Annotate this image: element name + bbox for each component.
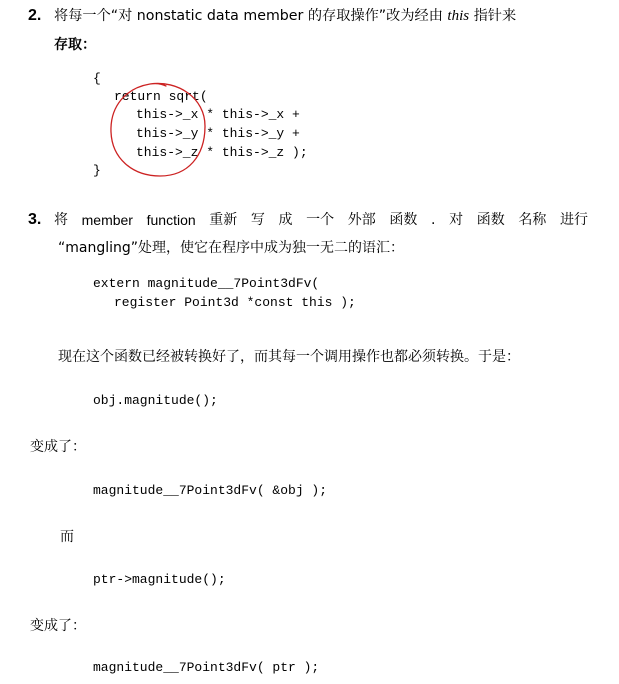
item-3-word: 将 bbox=[54, 212, 68, 228]
item-3-word: 成 bbox=[278, 212, 293, 228]
item-2-number: 2. bbox=[28, 7, 42, 24]
item-2-line-2: 存取： bbox=[54, 37, 96, 53]
code-1-line-z: this->_z * this->_z ); bbox=[136, 145, 308, 160]
code-2-line-1: extern magnitude__7Point3dFv( bbox=[93, 276, 320, 291]
item-3-word: 函数 bbox=[476, 212, 505, 228]
item-3-word: 名称 bbox=[518, 212, 547, 228]
code-1-open-brace: { bbox=[93, 71, 101, 86]
code-1-line-y: this->_y * this->_y + bbox=[136, 126, 300, 141]
becomes-label-2: 变成了： bbox=[30, 618, 86, 634]
code-4-line: magnitude__7Point3dFv( &obj ); bbox=[93, 483, 328, 498]
item-3-word: 进行 bbox=[559, 212, 588, 228]
item-3-word: 重新 bbox=[209, 212, 238, 228]
this-keyword: this bbox=[447, 8, 470, 24]
and-label: 而 bbox=[60, 529, 74, 545]
item-3-word: 写 bbox=[250, 212, 265, 228]
becomes-label-1: 变成了： bbox=[30, 439, 86, 455]
converted-paragraph: 现在这个函数已经被转换好了，而其每一个调用操作也都必须转换。于是： bbox=[58, 349, 520, 365]
item-3-word: function bbox=[146, 212, 196, 228]
item-3-word: . bbox=[431, 212, 436, 228]
code-1-line-x: this->_x * this->_x + bbox=[136, 107, 300, 122]
item-2-text-a: 将每一个“对 nonstatic data member 的存取操作”改为经由 bbox=[54, 8, 443, 24]
code-1-return-line: return sqrt( bbox=[114, 89, 208, 104]
code-5-line: ptr->magnitude(); bbox=[93, 572, 226, 587]
item-2-line-1 bbox=[54, 9, 516, 24]
item-2-text-b: 指针来 bbox=[473, 8, 517, 24]
item-3-line-2: “mangling”处理，使它在程序中成为独一无二的语汇： bbox=[58, 240, 405, 256]
item-3-word: 一个 bbox=[306, 212, 335, 228]
item-3-word: 函数 bbox=[389, 212, 418, 228]
code-2-line-2: register Point3d *const this ); bbox=[114, 295, 356, 310]
code-1-close-brace: } bbox=[93, 163, 101, 178]
code-3-line: obj.magnitude(); bbox=[93, 393, 218, 408]
code-6-line: magnitude__7Point3dFv( ptr ); bbox=[93, 660, 320, 675]
item-3-word: member bbox=[81, 212, 133, 228]
item-3-word: 对 bbox=[449, 212, 464, 228]
item-3-word: 外部 bbox=[347, 212, 376, 228]
item-3-line-1 bbox=[54, 213, 588, 227]
item-3-number: 3. bbox=[28, 211, 42, 228]
